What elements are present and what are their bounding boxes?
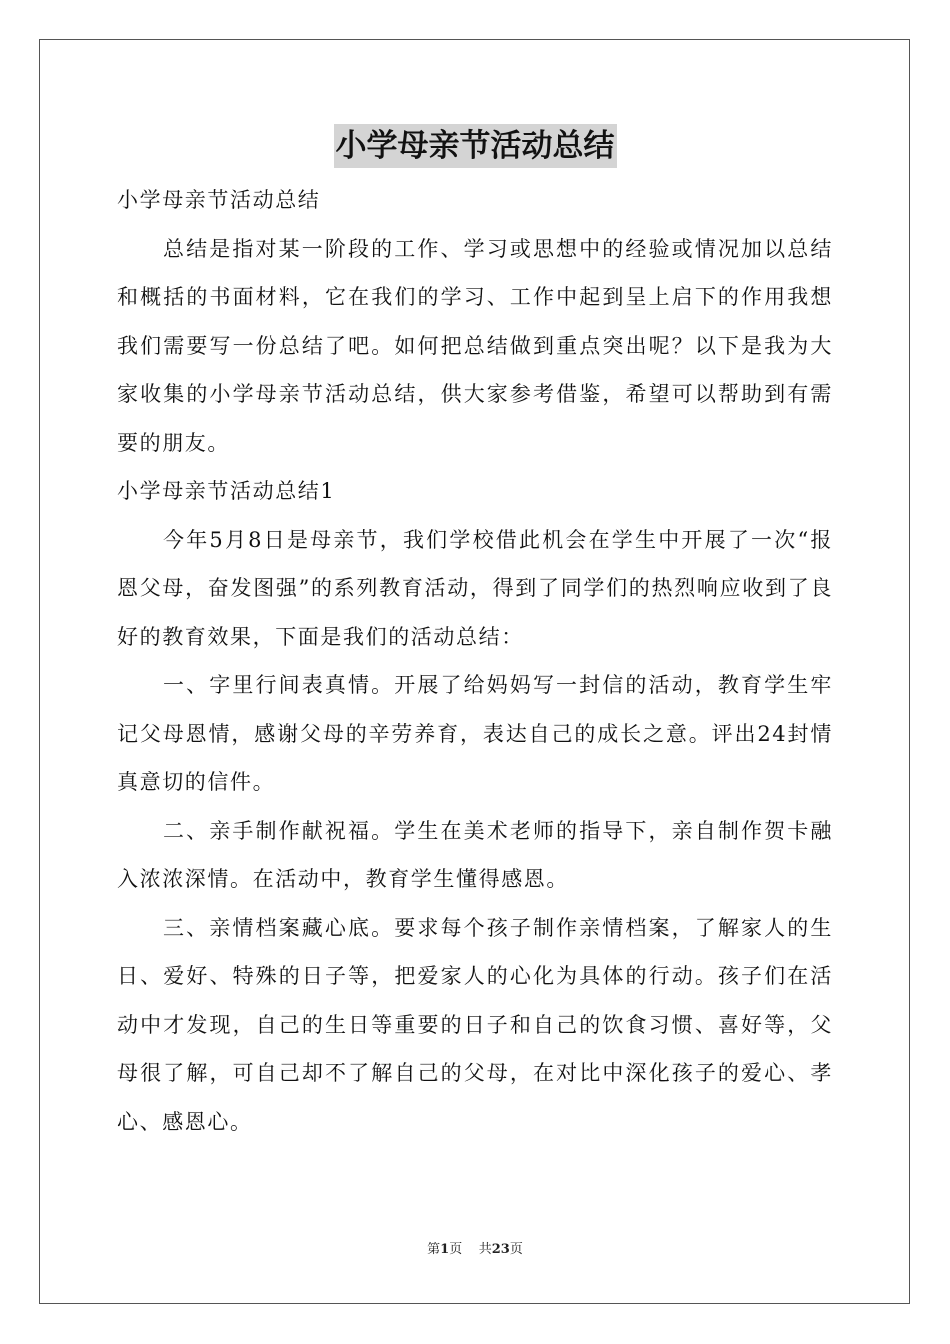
paragraph-mothers-day: 今年5月8日是母亲节，我们学校借此机会在学生中开展了一次“报恩父母，奋发图强”的系列教育活动，得到了同学们的热烈响应收到了良好的教育效果，下面是我们的活动总结： [117,527,833,649]
title-container [0,124,950,168]
paragraph-item-one: 一、字里行间表真情。开展了给妈妈写一封信的活动，教育学生牢记父母恩情，感谢父母的辛劳养育，表达自己的成长之意。评出24封情真意切的信件。 [117,673,833,794]
paragraph-intro: 总结是指对某一阶段的工作、学习或思想中的经验或情况加以总结和概括的书面材料，它在我们的学习、工作中起到呈上启下的作用我想我们需要写一份总结了吧。如何把总结做到重点突出呢？以下是我为大家收集的小学母亲节活动总结，供大家参考借鉴，希望可以帮助到有需要的朋友。 [117,236,833,455]
footer-page-number: 1 [440,1242,450,1257]
footer-total-pages: 23 [491,1242,510,1257]
paragraph-item-three: 三、亲情档案藏心底。要求每个孩子制作亲情档案，了解家人的生日、爱好、特殊的日子等，把爱家人的心化为具体的行动。孩子们在活动中才发现，自己的生日等重要的日子和自己的饮食习惯、喜好等，父母很了解，可自己却不了解自己的父母，在对比中深化孩子的爱心、孝心、感恩心。 [117,915,833,1134]
footer-page-suffix: 页 [449,1242,463,1257]
paragraph-item-two: 二、亲手制作献祝福。学生在美术老师的指导下，亲自制作贺卡融入浓浓深情。在活动中，教育学生懂得感恩。 [117,818,833,891]
footer-total-suffix: 页 [509,1242,523,1257]
page-footer [0,1238,950,1257]
footer-total-prefix: 共 [478,1242,492,1257]
document-body [117,176,833,1146]
section-heading: 小学母亲节活动总结1 [117,479,336,503]
document-title: 小学母亲节活动总结 [334,124,617,168]
paragraph-subtitle: 小学母亲节活动总结 [117,188,321,212]
footer-page-prefix: 第 [427,1242,441,1257]
